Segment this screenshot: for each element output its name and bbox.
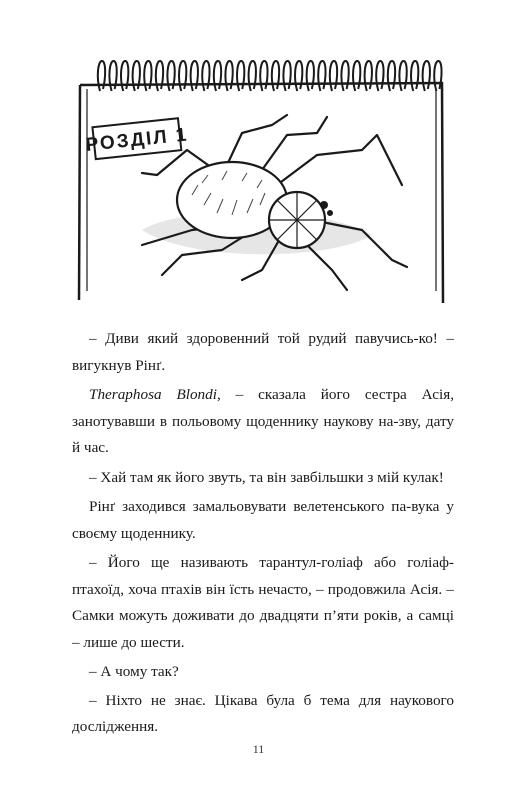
- paragraph-3: – Хай там як його звуть, та він завбільшки з мій кулак!: [89, 468, 444, 486]
- spiral-ring: [156, 61, 163, 91]
- paragraph-4: Рінґ заходився замальовувати велетенського па-вука у своєму щоденнику.: [72, 498, 454, 542]
- spiral-ring: [272, 61, 279, 91]
- spiral-ring: [318, 61, 325, 91]
- spiral-ring: [388, 61, 395, 91]
- spiral-ring: [225, 61, 232, 91]
- spiral-ring: [179, 61, 186, 91]
- spiral-ring: [307, 61, 314, 91]
- chapter-illustration: [72, 55, 450, 305]
- spiral-ring: [109, 61, 116, 91]
- spiral-ring: [133, 61, 140, 91]
- spiral-ring: [330, 61, 337, 91]
- spider-on-notebook-icon: [72, 55, 450, 305]
- spiral-ring: [411, 61, 418, 91]
- paragraph-2: Theraphosa Blondi, – сказала його сестра Асія, занотувавши в польовому щоденнику наукову на-зву, дату й час.: [72, 386, 454, 456]
- spiral-ring: [423, 61, 430, 91]
- spiral-ring: [434, 61, 441, 91]
- spiral-ring: [249, 61, 256, 91]
- page-number: 11: [252, 742, 265, 756]
- spiral-ring: [283, 61, 290, 91]
- paragraph-7: – Ніхто не знає. Цікава була б тема для наукового дослідження.: [72, 691, 454, 735]
- spiral-ring: [365, 61, 372, 91]
- spiral-ring: [260, 61, 267, 91]
- spiral-ring: [202, 61, 209, 91]
- spiral-ring: [353, 61, 360, 91]
- chapter-label: РОЗДІЛ 1: [84, 124, 190, 157]
- spiral-ring: [191, 61, 198, 91]
- paragraph-5: – Його ще називають тарантул-голіаф або голіаф-птахоїд, хоча птахів він їсть нечасто, – продовжила Асія. – Самки можуть доживати до двадцяти п’яти років, а самці – лише до шести.: [72, 554, 454, 651]
- spiral-ring: [295, 61, 302, 91]
- spiral-ring: [144, 61, 151, 91]
- paragraph-6: – А чому так?: [89, 663, 179, 680]
- spiral-ring: [376, 61, 383, 91]
- spiral-ring: [341, 61, 348, 91]
- paragraph-1: – Диви який здоровенний той рудий павучись-ко! – вигукнув Рінґ.: [72, 330, 454, 374]
- spiral-ring: [98, 61, 105, 91]
- spiral-ring: [167, 61, 174, 91]
- spiral-ring: [237, 61, 244, 91]
- spiral-ring: [214, 61, 221, 91]
- body-text: [72, 326, 454, 744]
- spiral-ring: [399, 61, 406, 91]
- spiral-ring: [121, 61, 128, 91]
